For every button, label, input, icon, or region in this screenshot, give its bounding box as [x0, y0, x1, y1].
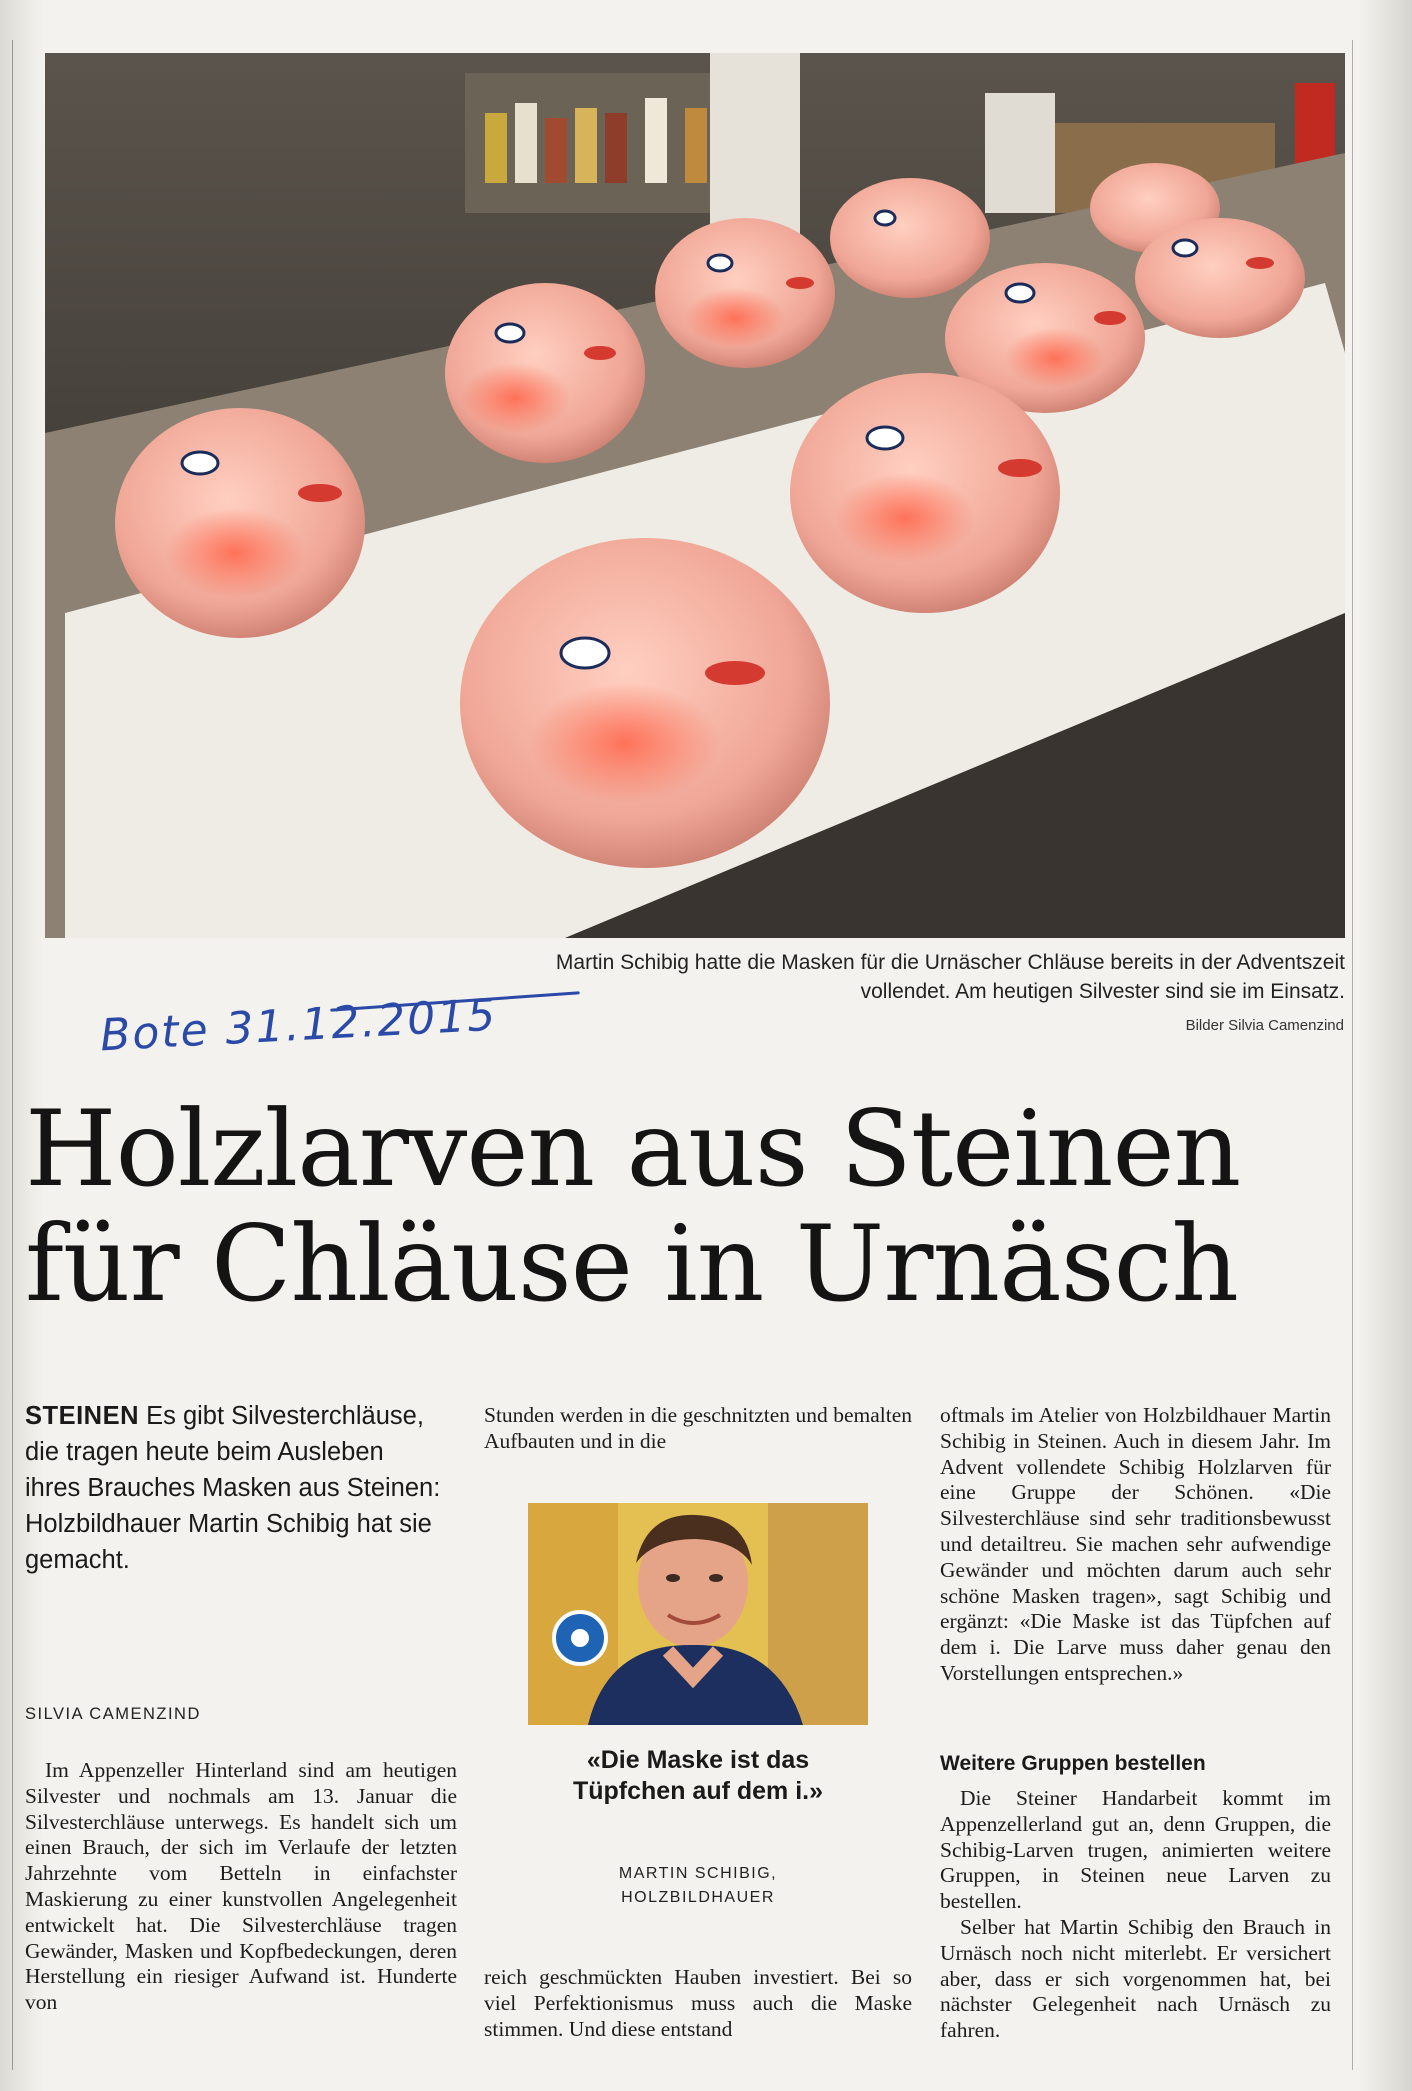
lead-text: Es gibt Silvesterchläuse, die tragen heute beim Ausleben ihres Brauches Masken aus Steinen: Holzbildhauer Martin Schibig hat sie gemacht. — [25, 1402, 441, 1574]
column-rule-left — [12, 40, 13, 2070]
photo-credit: Bilder Silvia Camenzind — [1185, 1017, 1344, 1034]
lead-paragraph — [25, 1398, 445, 1578]
pull-quote-role: HOLZBILDHAUER — [621, 1889, 775, 1906]
body-paragraph: reich geschmückten Hauben investiert. Bei so viel Perfektionismus muss auch die Maske stimmen. Und diese entstand — [484, 1965, 912, 2041]
body-column-3-bottom — [940, 1786, 1331, 2044]
headline-line-2: für Chläuse in Urnäsch — [25, 1203, 1239, 1325]
handwritten-date-note: Bote 31.12.2015 — [98, 989, 499, 1062]
masks-photo — [45, 53, 1345, 938]
headline-line-1: Holzlarven aus Steinen — [25, 1088, 1241, 1210]
body-paragraph: Im Appenzeller Hinterland sind am heutigen Silvester und nochmals am 13. Januar die Silvesterchläuse unterwegs. Es handelt sich um einen Brauch, der sich im Verlaufe der letzten Jahrzehnte vom Betteln in einfachster Maskierung zu einer kunstvollen Angelegenheit entwickelt hat. Die Silvesterchläuse tragen Gewänder, Masken und Kopfbedeckungen, deren Herstellung ein riesiger Aufwand ist. Hunderte von — [25, 1758, 457, 2015]
body-column-2-top — [484, 1403, 912, 1455]
caption-line-2: vollendet. Am heutigen Silvester sind sie im Einsatz. — [860, 980, 1345, 1003]
headline — [25, 1088, 1345, 1325]
pull-quote: «Die Maske ist das Tüpfchen auf dem i.» — [572, 1746, 824, 1805]
subheading: Weitere Gruppen bestellen — [940, 1752, 1206, 1775]
body-column-2-bottom — [484, 1965, 912, 2042]
body-paragraph: Stunden werden in die geschnitzten und bemalten Aufbauten und in die — [484, 1403, 912, 1453]
byline: SILVIA CAMENZIND — [25, 1705, 201, 1723]
body-column-1 — [25, 1758, 457, 2016]
portrait-photo — [528, 1503, 868, 1725]
pull-quote-attribution — [528, 1862, 868, 1910]
body-paragraph: oftmals im Atelier von Holzbildhauer Martin Schibig in Steinen. Auch in diesem Jahr. Im Advent vollendete Schibig Holzlarven für eine Gruppe der Schönen. «Die Silvesterchläuse sind sehr traditionsbewusst und detailtreu. Sie machen sehr aufwendige Gewänder und möchten darum auch sehr schöne Masken tragen», sagt Schibig und ergänzt: «Die Maske ist das Tüpfchen auf dem i. Die Larve muss daher genau den Vorstellungen entsprechen.» — [940, 1403, 1331, 1685]
column-rule-right — [1352, 40, 1353, 2070]
pull-quote-name: MARTIN SCHIBIG, — [618, 1865, 778, 1882]
caption-line-1: Martin Schibig hatte die Masken für die Urnäscher Chläuse bereits in der Adventszeit — [555, 951, 1345, 974]
lead-place: STEINEN — [25, 1402, 140, 1430]
body-paragraph: Selber hat Martin Schibig den Brauch in Urnäsch noch nicht miterlebt. Er versichert aber, dass er sich vorgenommen hat, bei nächster Gelegenheit nach Urnäsch zu fahren. — [940, 1914, 1331, 2043]
body-paragraph: Die Steiner Handarbeit kommt im Appenzellerland gut an, denn Gruppen, die Schibig-Larven trugen, animierten weitere Gruppen, in Steinen neue Larven zu bestellen. — [940, 1786, 1331, 1914]
body-column-3-top — [940, 1403, 1331, 1687]
page-edge-right — [1358, 0, 1412, 2091]
